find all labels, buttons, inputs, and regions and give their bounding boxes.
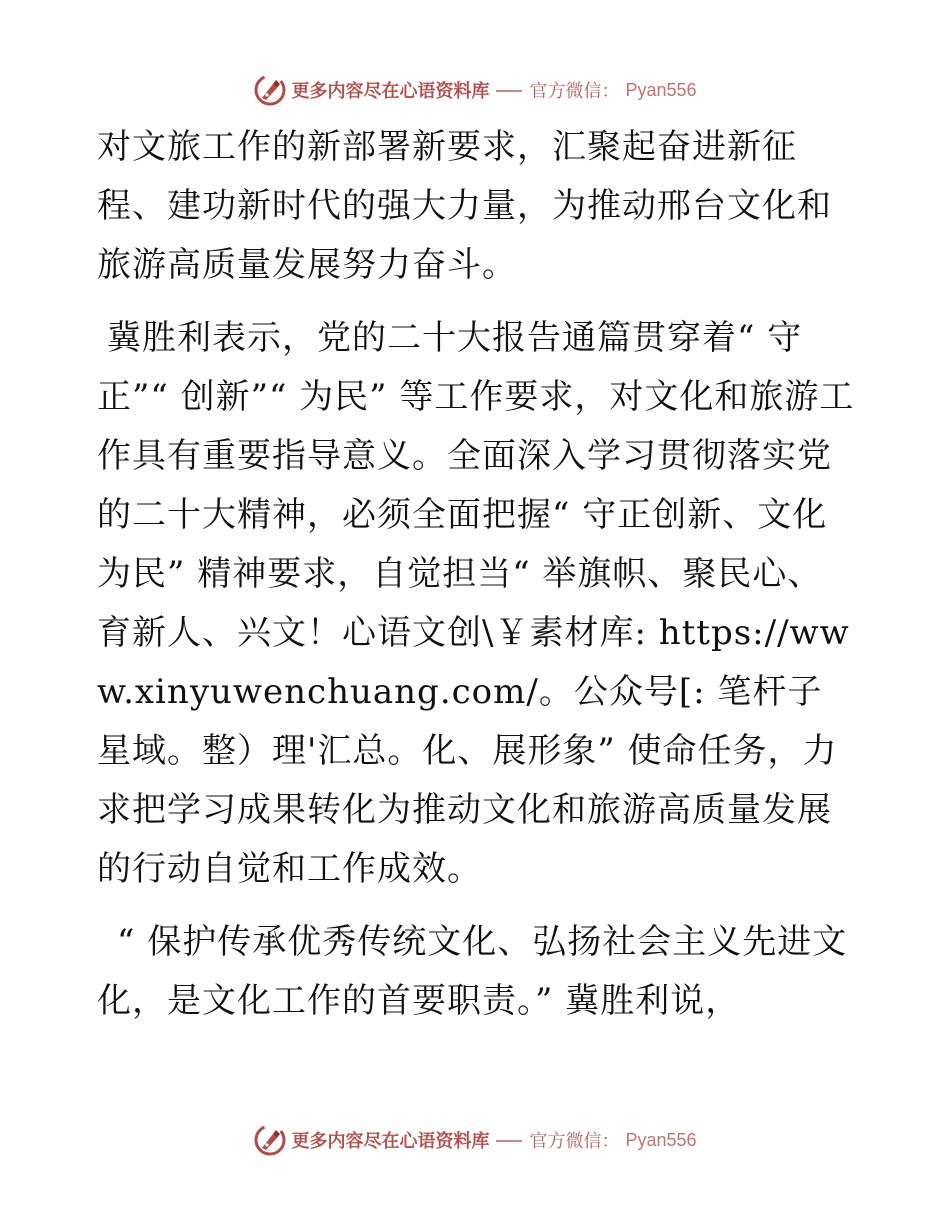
watermark-text: 更多内容尽在心语资料库 (291, 1131, 490, 1152)
paragraph-3: “ 保护传承优秀传统文化、弘扬社会主义先进文化，是文化工作的首要职责。” 冀胜利说， (97, 922, 848, 1021)
watermark-separator (496, 1140, 522, 1142)
pen-nib-logo-icon (253, 73, 287, 107)
watermark-contact-label: 官方微信： (529, 81, 620, 102)
paragraph-1: 对文旅工作的新部署新要求，汇聚起奋进新征程、建功新时代的强大力量，为推动邢台文化和旅游高质量发展努力奋斗。 (97, 127, 832, 285)
watermark-handle: Pyan556 (625, 79, 697, 100)
watermark-contact-label: 官方微信： (529, 1131, 620, 1152)
footer-watermark (0, 1120, 950, 1160)
watermark-separator (496, 90, 522, 92)
watermark-handle: Pyan556 (625, 1129, 697, 1150)
header-watermark (0, 70, 950, 110)
pen-nib-logo-icon (253, 1123, 287, 1157)
paragraph-2: 冀胜利表示，党的二十大报告通篇贯穿着“ 守正”“ 创新”“ 为民” 等工作要求，对文化和旅游工作具有重要指导意义。全面深入学习贯彻落实党的二十大精神，必须全面把握“ 守正创新、文化为民” 精神要求，自觉担当“ 举旗帜、聚民心、育新人、兴文！心语文创\￥素材库: https://www.xinyuwenchuang.com/。公众号[: 笔杆子星域。整）理'汇总。化、展形象” 使命任务，力求把学习成果转化为推动文化和旅游高质量发展的行动自觉和工作成效。 (97, 318, 855, 889)
document-body (97, 118, 857, 1031)
watermark-text: 更多内容尽在心语资料库 (291, 81, 490, 102)
